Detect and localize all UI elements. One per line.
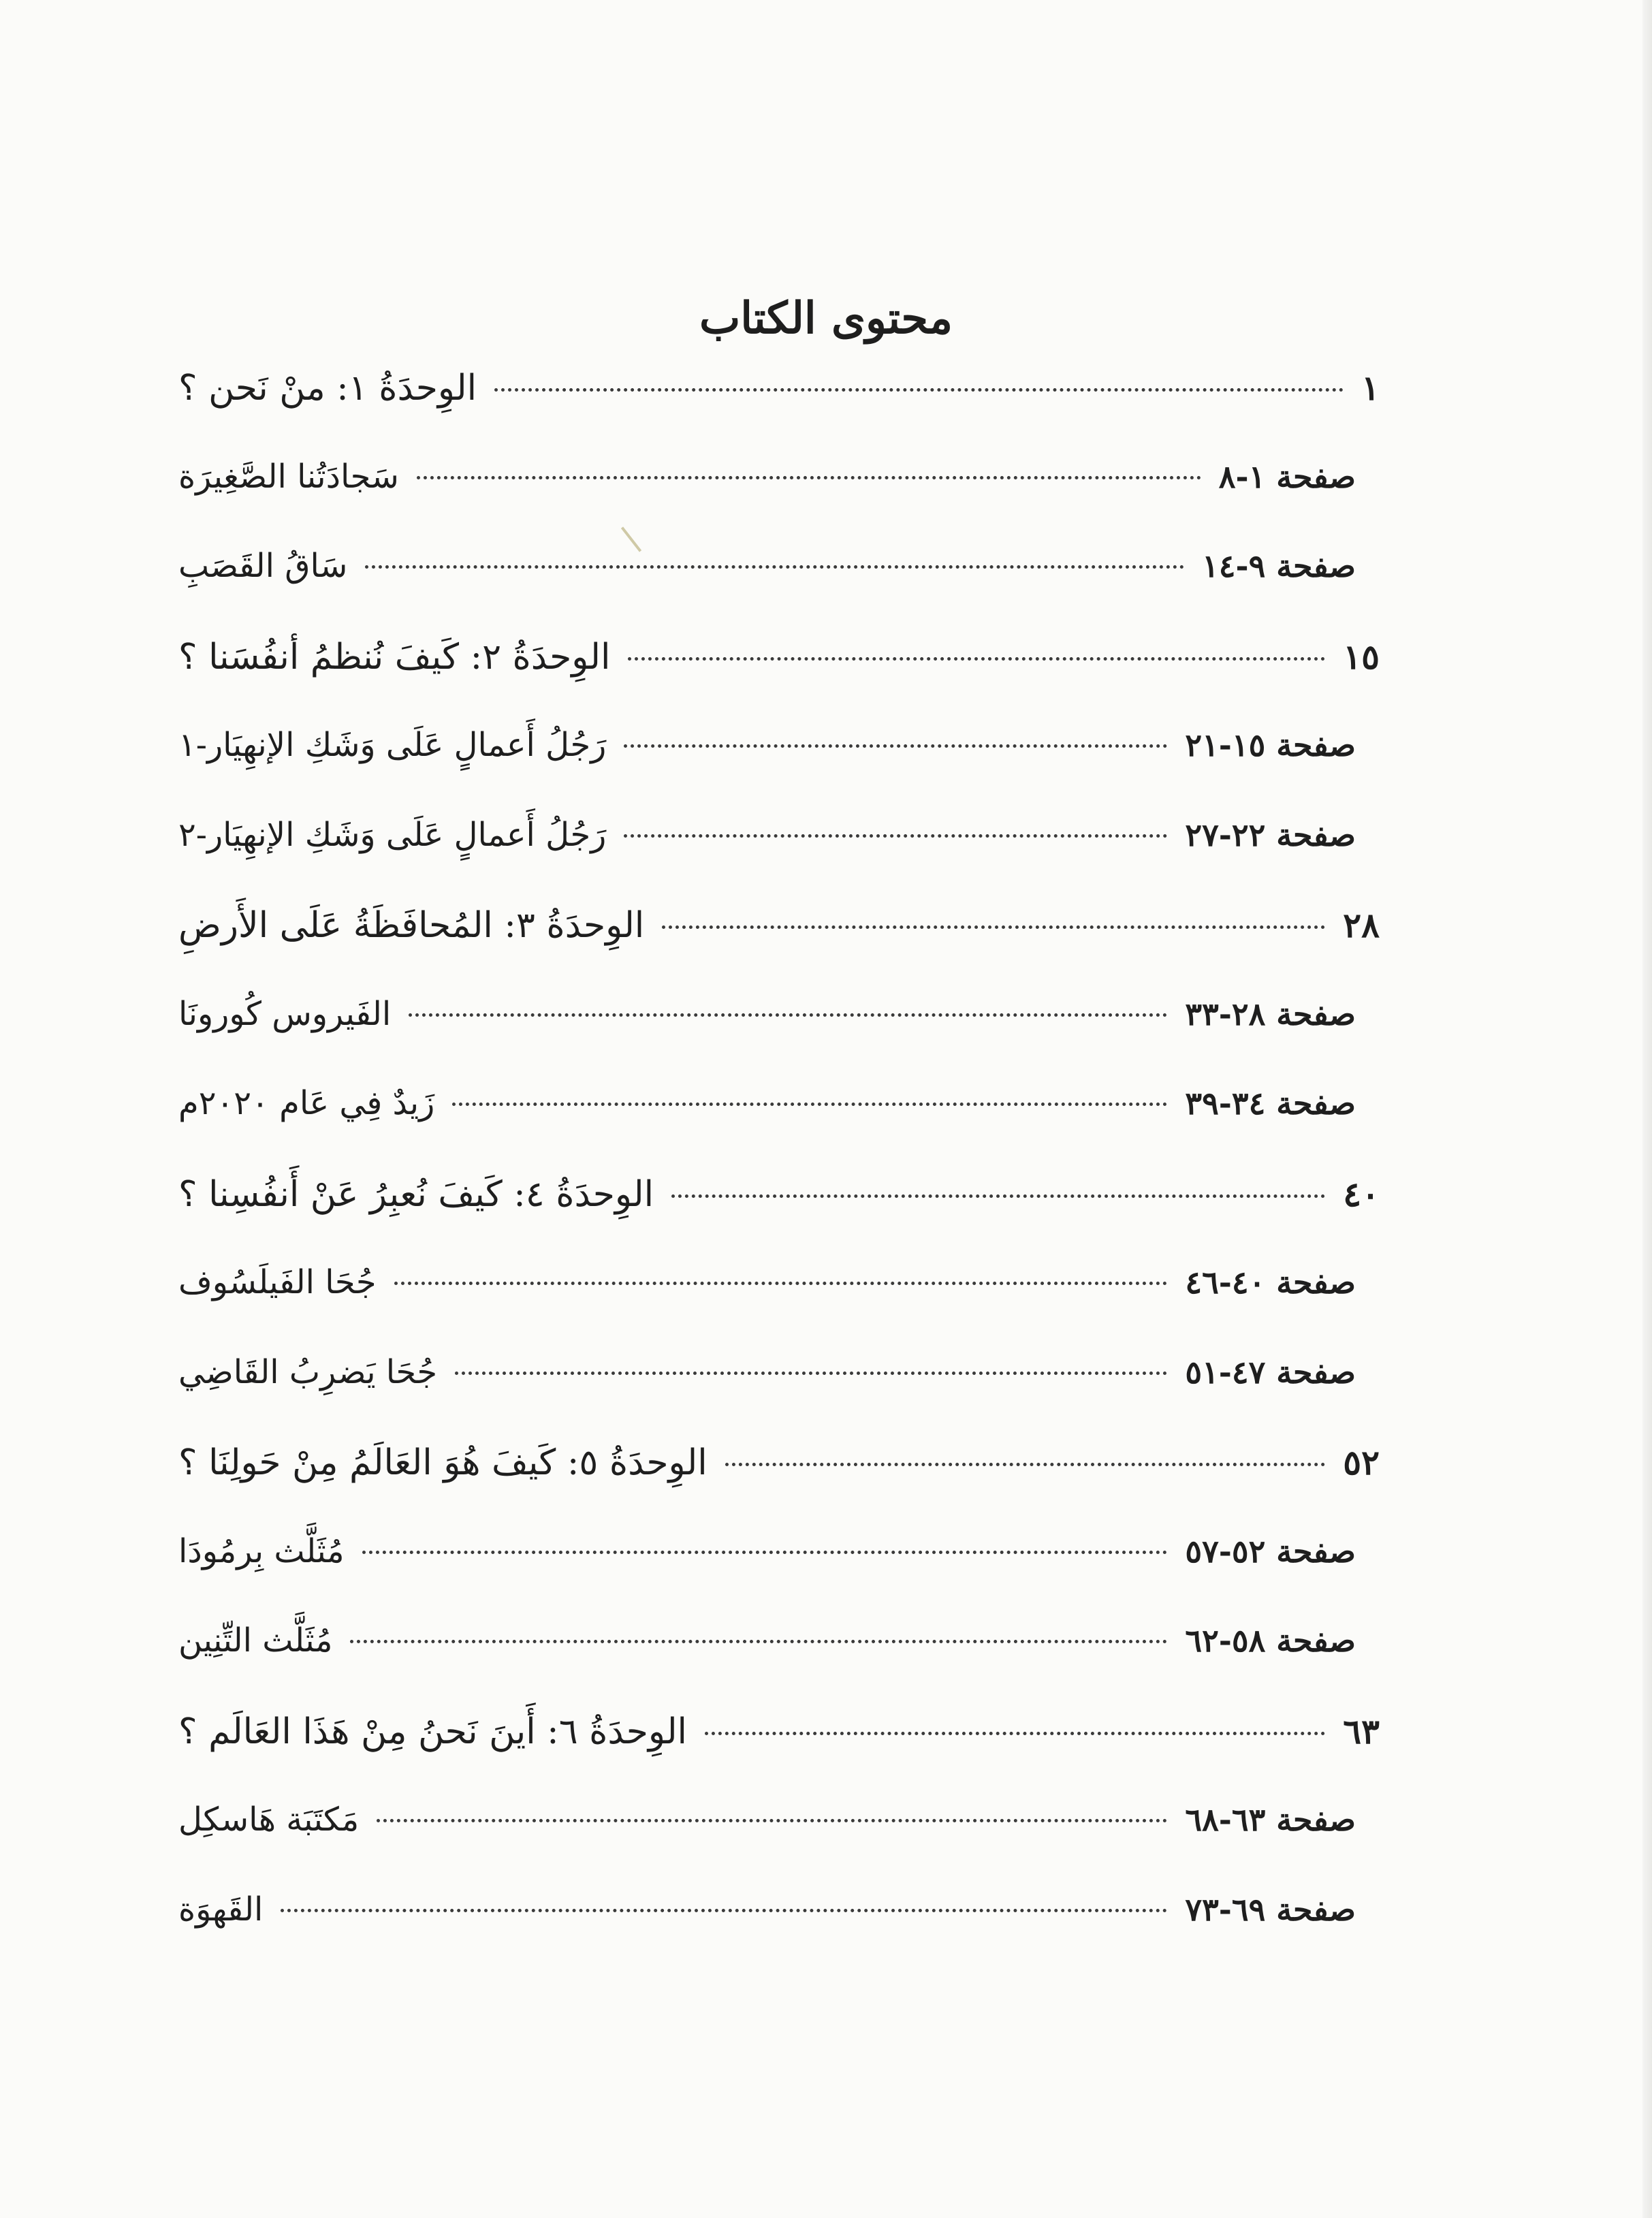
toc-entry <box>178 1890 1356 1961</box>
dotted-leader <box>455 1372 1167 1375</box>
toc-entry-page: صفحة ١٥-٢١ <box>1185 727 1356 763</box>
dotted-leader <box>362 1551 1168 1554</box>
dotted-leader <box>624 744 1167 748</box>
dotted-leader <box>452 1103 1167 1106</box>
toc-entry-title: الوِحدَةُ ٣: المُحافَظَةُ عَلَى الأَرضِ <box>178 905 645 946</box>
toc-entry-title: رَجُلُ أَعمالٍ عَلَى وَشَكِ الإنهِيَار-١ <box>178 726 607 764</box>
dotted-leader <box>394 1282 1168 1285</box>
toc-entry-title: مُثَلَّث التِّنِين <box>178 1621 333 1660</box>
toc-entry <box>178 1174 1380 1245</box>
toc-entry-page: ٥٢ <box>1343 1442 1380 1483</box>
toc-entry <box>178 1621 1356 1692</box>
dotted-leader <box>705 1732 1325 1735</box>
toc-entry-title: الوِحدَةُ ٥: كَيفَ هُوَ العَالَمُ مِنْ حَولِنَا ؟ <box>178 1442 708 1483</box>
toc-entry <box>178 1084 1356 1155</box>
toc-entry-title: الوِحدَةُ ٢: كَيفَ نُنظمُ أنفُسَنا ؟ <box>178 636 611 678</box>
toc-entry-page: ١ <box>1361 368 1380 408</box>
dotted-leader <box>494 388 1344 392</box>
toc-entry <box>178 1801 1356 1871</box>
dotted-leader <box>281 1909 1167 1912</box>
page-title: محتوى الكتاب <box>699 293 953 344</box>
dotted-leader <box>628 657 1325 661</box>
toc-entry-page: ١٥ <box>1343 636 1380 677</box>
toc-entry-page: صفحة ١-٨ <box>1218 458 1356 495</box>
toc-entry <box>178 637 1380 708</box>
toc-entry-title: جُحَا الفَيلَسُوف <box>178 1263 377 1301</box>
toc-entry-title: جُحَا يَضرِبُ القَاضِي <box>178 1352 438 1391</box>
dotted-leader <box>725 1463 1326 1466</box>
toc-entry-title: سَجادَتُنا الصَّغِيرَة <box>178 457 399 496</box>
toc-entry-page: صفحة ٤٠-٤٦ <box>1185 1264 1356 1301</box>
toc-entry <box>178 1532 1356 1603</box>
toc-entry-page: صفحة ٩-١٤ <box>1202 548 1356 584</box>
toc-entry <box>178 816 1356 887</box>
dotted-leader <box>350 1640 1167 1643</box>
toc-entry-title: مُثَلَّث بِرمُودَا <box>178 1532 345 1570</box>
toc-entry-page: صفحة ٢٢-٢٧ <box>1185 816 1356 853</box>
toc-entry-title: الوِحدَةُ ٤: كَيفَ نُعبِرُ عَنْ أَنفُسِنا ؟ <box>178 1173 654 1215</box>
dotted-leader <box>377 1819 1167 1822</box>
toc-entry-title: رَجُلُ أَعمالٍ عَلَى وَشَكِ الإنهِيَار-٢ <box>178 815 607 854</box>
toc-entry-page: صفحة ٣٤-٣٩ <box>1185 1085 1356 1122</box>
table-of-contents <box>0 354 1652 1989</box>
toc-entry-page: ٢٨ <box>1343 905 1380 945</box>
dotted-leader <box>417 476 1201 479</box>
toc-entry <box>178 726 1356 797</box>
toc-entry <box>178 905 1380 976</box>
toc-entry <box>178 1442 1380 1513</box>
toc-entry <box>178 547 1356 618</box>
toc-entry <box>178 1263 1356 1334</box>
toc-entry-title: الوِحدَةُ ٦: أَينَ نَحنُ مِنْ هَذَا العَالَم ؟ <box>178 1711 688 1752</box>
toc-entry-page: صفحة ٦٩-٧٣ <box>1185 1890 1356 1928</box>
toc-entry-title: زَيدٌ فِي عَام ٢٠٢٠م <box>178 1084 435 1122</box>
toc-entry <box>178 368 1380 439</box>
dotted-leader <box>671 1194 1325 1198</box>
dotted-leader <box>409 1013 1167 1017</box>
toc-entry-page: صفحة ٦٣-٦٨ <box>1185 1801 1356 1838</box>
toc-entry-page: صفحة ٥٢-٥٧ <box>1185 1532 1356 1570</box>
toc-entry-page: صفحة ٤٧-٥١ <box>1185 1353 1356 1391</box>
toc-entry <box>178 995 1356 1066</box>
toc-entry-page: صفحة ٢٨-٣٣ <box>1185 995 1356 1032</box>
toc-entry <box>178 1711 1380 1782</box>
dotted-leader <box>662 925 1325 929</box>
toc-entry-page: ٤٠ <box>1343 1173 1380 1214</box>
dotted-leader <box>365 565 1184 569</box>
toc-entry-title: سَاقُ القَصَبِ <box>178 547 348 585</box>
toc-entry-title: الوِحدَةُ ١: منْ نَحن ؟ <box>178 368 477 409</box>
toc-entry <box>178 1353 1356 1424</box>
toc-entry-title: مَكتَبَة هَاسكِل <box>178 1801 360 1839</box>
toc-entry-title: القَهوَة <box>178 1890 264 1929</box>
toc-entry-page: ٦٣ <box>1343 1711 1380 1752</box>
toc-entry <box>178 458 1356 528</box>
toc-entry-title: الفَيروس كُورونَا <box>178 994 392 1033</box>
dotted-leader <box>624 834 1167 838</box>
toc-entry-page: صفحة ٥٨-٦٢ <box>1185 1622 1356 1659</box>
